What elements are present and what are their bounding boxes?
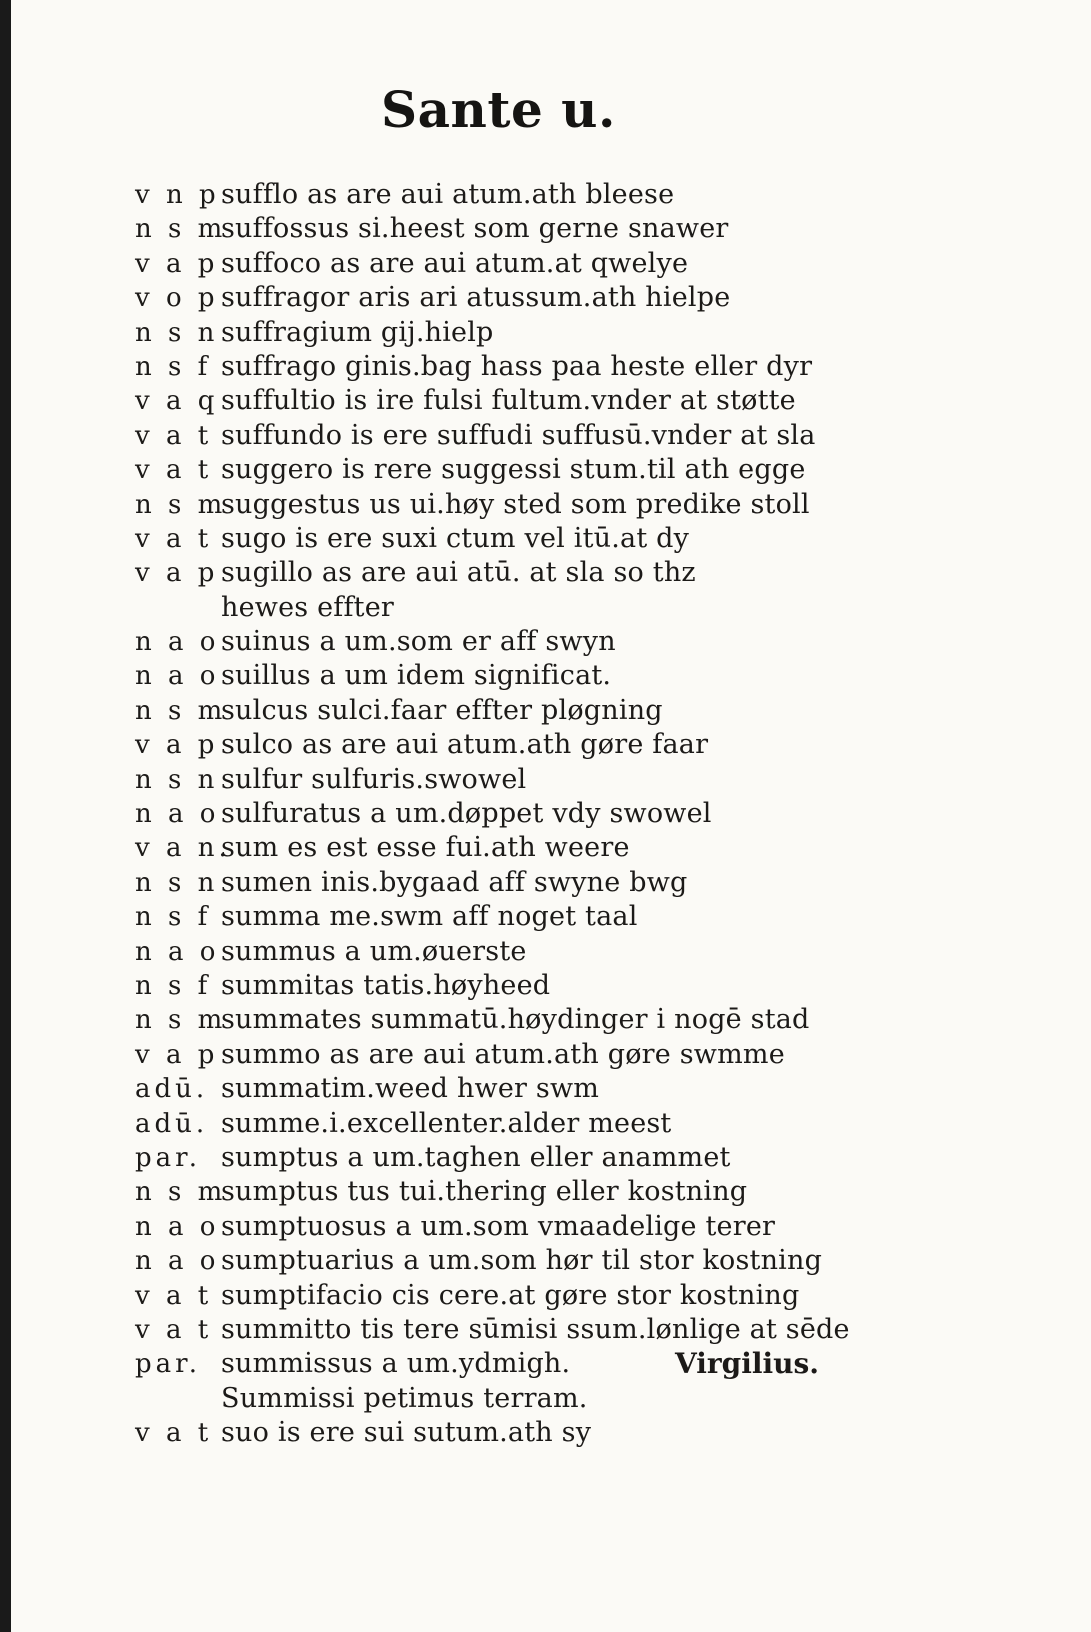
- entry-row: [135, 1347, 1035, 1381]
- entry-text: suillus a um idem significat.: [221, 660, 612, 692]
- entry-row: [135, 556, 1035, 590]
- entry-row: [135, 797, 1035, 831]
- grammar-code: n s m: [135, 695, 227, 726]
- entry-text: sulfuratus a um.døppet vdy swowel: [221, 798, 712, 830]
- entry-row: [135, 763, 1035, 797]
- grammar-code: n s m: [135, 1005, 227, 1036]
- entry-text: suggero is rere suggessi stum.til ath egge: [221, 454, 806, 486]
- entry-row: [135, 1313, 1035, 1347]
- entry-row: [135, 1038, 1035, 1072]
- grammar-code: n s n: [135, 317, 219, 348]
- entry-text: suffossus si.heest som gerne snawer: [221, 213, 729, 245]
- grammar-code: v a t: [135, 1418, 213, 1449]
- entry-row: [135, 694, 1035, 728]
- entry-text: summates summatū.høydinger i nogē stad: [221, 1004, 810, 1036]
- entry-text: Summissi petimus terram.: [221, 1382, 588, 1414]
- grammar-code: v a p: [135, 730, 219, 761]
- book-page: [11, 0, 1091, 1632]
- grammar-code: v a q: [135, 386, 219, 417]
- entry-row: [135, 178, 1035, 212]
- entry-text: sumptuosus a um.som vmaadelige terer: [221, 1210, 776, 1242]
- page-edge-shadow: [0, 0, 11, 1632]
- entry-row: [135, 247, 1035, 281]
- grammar-code: adū.: [135, 1074, 209, 1105]
- grammar-code: v a n.: [135, 833, 231, 864]
- entry-text: hewes effter: [221, 591, 394, 623]
- entry-text: sumptuarius a um.som hør til stor kostning: [221, 1245, 823, 1277]
- entry-row: [135, 591, 1035, 625]
- entry-text: summissus a um.ydmigh.: [221, 1348, 571, 1380]
- entry-text: suffundo is ere suffudi suffusū.vnder at sla: [221, 419, 816, 451]
- entry-text: sulfur sulfuris.swowel: [221, 763, 527, 795]
- grammar-code: v a t: [135, 523, 213, 554]
- entry-text: suffoco as are aui atum.at qwelye: [221, 247, 689, 279]
- grammar-code: n a o: [135, 799, 220, 830]
- entry-row: [135, 419, 1035, 453]
- entry-text: suffragium gij.hielp: [221, 316, 494, 348]
- entry-row: [135, 831, 1035, 865]
- grammar-code: v a p: [135, 1039, 219, 1070]
- entry-row: [135, 522, 1035, 556]
- entry-text: suffragor aris ari atussum.ath hielpe: [221, 282, 731, 314]
- entry-row: [135, 935, 1035, 969]
- entry-text: summa me.swm aff noget taal: [221, 901, 638, 933]
- dictionary-entries: [135, 178, 1035, 1450]
- entry-row: [135, 900, 1035, 934]
- grammar-code: n s m: [135, 1177, 227, 1208]
- entry-row: [135, 1175, 1035, 1209]
- author-citation: Virgilius.: [675, 1347, 819, 1381]
- entry-row: [135, 728, 1035, 762]
- grammar-code: v n p: [135, 180, 220, 210]
- entry-row: [135, 281, 1035, 315]
- entry-row: [135, 1141, 1035, 1175]
- grammar-code: adū.: [135, 1108, 209, 1139]
- entry-text: summitas tatis.høyheed: [221, 969, 551, 1001]
- entry-row: [135, 212, 1035, 246]
- grammar-code: n s f: [135, 351, 212, 382]
- grammar-code: n a o: [135, 661, 220, 692]
- entry-text: sum es est esse fui.ath weere: [221, 832, 630, 864]
- grammar-code: n s f: [135, 902, 212, 933]
- entry-text: suo is ere sui sutum.ath sy: [221, 1417, 592, 1449]
- grammar-code: v a t: [135, 1314, 213, 1345]
- entry-row: [135, 350, 1035, 384]
- entry-text: sumptus a um.taghen eller anammet: [221, 1141, 731, 1173]
- page-heading: Sante u.: [381, 80, 616, 139]
- grammar-code: n a o: [135, 936, 220, 967]
- entry-text: sulcus sulci.faar effter pløgning: [221, 694, 663, 726]
- grammar-code: n s m: [135, 489, 227, 520]
- entry-row: [135, 316, 1035, 350]
- entry-row: [135, 1003, 1035, 1037]
- entry-row: [135, 1382, 1035, 1416]
- entry-row: [135, 1072, 1035, 1106]
- entry-row: [135, 1107, 1035, 1141]
- entry-text: summus a um.øuerste: [221, 935, 527, 967]
- entry-row: [135, 1279, 1035, 1313]
- grammar-code: n s n: [135, 764, 219, 795]
- grammar-code: v a p: [135, 248, 219, 279]
- entry-text: suffultio is ire fulsi fultum.vnder at støtte: [221, 385, 796, 417]
- entry-text: sumptifacio cis cere.at gøre stor kostning: [221, 1279, 800, 1311]
- entry-text: sumen inis.bygaad aff swyne bwg: [221, 866, 688, 898]
- grammar-code: n a o: [135, 1246, 220, 1277]
- entry-text: summo as are aui atum.ath gøre swmme: [221, 1038, 785, 1070]
- entry-row: [135, 384, 1035, 418]
- entry-text: sumptus tus tui.thering eller kostning: [221, 1176, 748, 1208]
- entry-row: [135, 866, 1035, 900]
- grammar-code: n a o: [135, 627, 220, 658]
- entry-row: [135, 1210, 1035, 1244]
- grammar-code: v a p: [135, 558, 219, 589]
- entry-text: suinus a um.som er aff swyn: [221, 626, 616, 658]
- entry-text: sugillo as are aui atū. at sla so thz: [221, 557, 696, 589]
- entry-text: sufflo as are aui atum.ath bleese: [221, 179, 675, 210]
- entry-row: [135, 1416, 1035, 1450]
- entry-row: [135, 488, 1035, 522]
- entry-row: [135, 625, 1035, 659]
- grammar-code: par.: [135, 1349, 201, 1380]
- grammar-code: n s f: [135, 970, 212, 1001]
- entry-row: [135, 969, 1035, 1003]
- grammar-code: v a t: [135, 455, 213, 486]
- grammar-code: v a t: [135, 420, 213, 451]
- entry-text: summatim.weed hwer swm: [221, 1073, 600, 1105]
- entry-text: sulco as are aui atum.ath gøre faar: [221, 729, 709, 761]
- entry-text: suggestus us ui.høy sted som predike stoll: [221, 488, 810, 520]
- grammar-code: n s m: [135, 214, 227, 245]
- grammar-code: n s n: [135, 867, 219, 898]
- entry-row: [135, 1244, 1035, 1278]
- entry-text: summe.i.excellenter.alder meest: [221, 1107, 672, 1139]
- entry-text: summitto tis tere sūmisi ssum.lønlige at sēde: [221, 1313, 850, 1345]
- entry-text: suffrago ginis.bag hass paa heste eller dyr: [221, 350, 813, 382]
- entry-row: [135, 659, 1035, 693]
- entry-text: sugo is ere suxi ctum vel itū.at dy: [221, 522, 690, 554]
- entry-row: [135, 453, 1035, 487]
- grammar-code: v o p: [135, 283, 219, 314]
- grammar-code: par.: [135, 1142, 201, 1173]
- grammar-code: n a o: [135, 1211, 220, 1242]
- grammar-code: v a t: [135, 1280, 213, 1311]
